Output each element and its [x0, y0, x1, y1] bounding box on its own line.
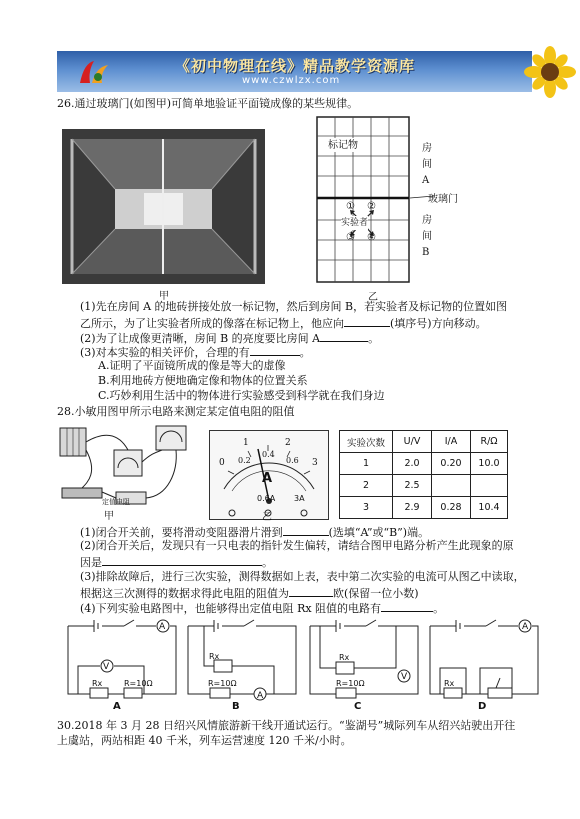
q28-p1: (1)闭合开关前，要将滑动变阻器滑片滑到 (选填“A”或“B”)端。: [80, 526, 430, 539]
table-cell: 2.0: [393, 453, 432, 475]
glass-door-photo: [62, 129, 265, 284]
circuit-d-ammeter-label: A: [522, 622, 529, 632]
meter-scale-0: 0: [219, 458, 225, 468]
table-row: [340, 453, 508, 475]
answer-blank[interactable]: [102, 554, 262, 566]
q28-p3-line2: 根据这三次测得的数据求得此电阻的阻值为 欧(保留一位小数): [80, 587, 419, 600]
grid-label-room-a: 房 间 A: [422, 143, 432, 186]
table-cell: 1: [340, 453, 393, 475]
meter-terminal-06a: 0.6A: [257, 494, 276, 503]
q26-option-b: B.利用地砖方便地确定像和物体的位置关系: [98, 374, 308, 387]
meter-scale-3: 3: [312, 458, 318, 468]
circuit-photo-jia: [58, 422, 204, 522]
grid-circle-3: ③: [346, 232, 355, 243]
q26-p2: (2)为了让成像更清晰，房间 B 的亮度要比房间 A 。: [80, 332, 380, 345]
circuit-c-rx-label: Rx: [339, 653, 350, 662]
circuit-a-rx-label: Rx: [92, 679, 103, 688]
grid-circle-4: ④: [367, 232, 376, 243]
circuit-d-rx-label: Rx: [444, 679, 455, 688]
answer-blank[interactable]: [320, 330, 368, 342]
q30-line1: 30.2018 年 3 月 28 日绍兴风情旅游新干线开通试运行。“鉴湖号”城际列车从绍兴站驶出开往: [57, 719, 516, 732]
meter-inner-0: 0.2: [238, 456, 251, 465]
data-table: [339, 430, 508, 519]
circuit-b-r10-label: R=10Ω: [208, 679, 237, 688]
circuit-a-voltmeter-label: V: [103, 662, 110, 672]
table-cell: 0.28: [432, 497, 471, 519]
meter-inner-2: 0.6: [286, 456, 299, 465]
grid-label-marker: 标记物: [328, 140, 358, 151]
answer-blank[interactable]: [344, 315, 390, 327]
circuit-c-voltmeter-label: V: [401, 672, 408, 682]
circuit-d-label: D: [478, 701, 487, 712]
grid-label-glass-door: 玻璃门: [428, 194, 458, 205]
grid-circle-2: ②: [367, 201, 376, 212]
q28-p2-line1: (2)闭合开关后，发现只有一只电表的指针发生偏转，请结合图甲电路分析产生此现象的原: [80, 539, 514, 552]
fig-jia-caption: 甲: [159, 291, 169, 302]
table-cell: [471, 475, 508, 497]
banner-title: 《初中物理在线》精品教学资源库: [175, 57, 416, 75]
banner-url: www.czwlzx.com: [242, 75, 341, 86]
table-row: [340, 475, 508, 497]
grid-circle-1: ①: [346, 201, 355, 212]
table-cell: 2.5: [393, 475, 432, 497]
meter-scale-2: 2: [285, 438, 291, 448]
table-header: I/A: [432, 431, 471, 453]
meter-terminal-3a: 3A: [294, 494, 305, 503]
answer-blank[interactable]: [283, 524, 329, 536]
table-header: 实验次数: [340, 431, 393, 453]
answer-blank[interactable]: [289, 585, 333, 597]
answer-blank[interactable]: [381, 600, 433, 612]
header-banner: [57, 51, 532, 92]
circuit-a-ammeter-label: A: [159, 622, 166, 632]
grid-center-label: 实验者: [341, 218, 369, 228]
q26-p3: (3)对本实验的相关评价，合理的有 。: [80, 346, 311, 359]
q28-p4: (4)下列实验电路图中，也能够得出定值电阻 Rx 阻值的电路有 。: [80, 602, 445, 615]
table-cell: 10.0: [471, 453, 508, 475]
site-logo-icon: [76, 57, 112, 87]
meter-unit: A: [262, 471, 273, 486]
q28-fig-jia-caption: 甲: [104, 511, 114, 522]
table-cell: 10.4: [471, 497, 508, 519]
table-cell: [432, 475, 471, 497]
q26-p1-line1: (1)先在房间 A 的地砖拼接处放一标记物，然后到房间 B，若实验者及标记物的位置如图: [80, 300, 508, 313]
circuit-b-diagram: [184, 616, 300, 710]
circuit-c-diagram: [306, 616, 422, 710]
circuit-c-label: C: [354, 701, 362, 712]
table-row: [340, 497, 508, 519]
table-cell: 2: [340, 475, 393, 497]
circuit-b-rx-label: Rx: [209, 652, 220, 661]
q28-p2-line2: 因是 。: [80, 556, 273, 569]
answer-blank[interactable]: [250, 344, 300, 356]
table-header-row: [340, 431, 508, 453]
q26-option-c: C.巧妙利用生活中的物体进行实验感受到科学就在我们身边: [98, 389, 385, 402]
q30-line2: 上虞站，两站相距 40 千米，列车运营速度 120 千米/小时。: [57, 734, 352, 747]
q26-intro: 26.通过玻璃门(如图甲)可简单地验证平面镜成像的某些规律。: [57, 97, 359, 110]
q28-intro: 28.小敏用图甲所示电路来测定某定值电阻的阻值: [57, 405, 295, 418]
table-header: R/Ω: [471, 431, 508, 453]
table-cell: 2.9: [393, 497, 432, 519]
table-cell: 3: [340, 497, 393, 519]
sunflower-icon: [520, 46, 580, 98]
table-cell: 0.20: [432, 453, 471, 475]
circuit-a-label: A: [113, 701, 121, 712]
table-header: U/V: [393, 431, 432, 453]
fig-resistor-label: 定值电阻: [102, 498, 130, 506]
circuit-c-r10-label: R=10Ω: [336, 679, 365, 688]
grid-label-room-b: 房 间 B: [422, 215, 432, 258]
circuit-b-label: B: [232, 701, 240, 712]
circuit-b-ammeter-label: A: [257, 691, 264, 701]
circuit-a-r10-label: R=10Ω: [124, 679, 153, 688]
meter-inner-1: 0.4: [262, 450, 275, 459]
meter-scale-1: 1: [243, 438, 249, 448]
q28-p3-line1: (3)排除故障后，进行三次实验，测得数据如上表，表中第二次实验的电流可从图乙中读取，: [80, 570, 525, 583]
q26-p1-line2: 乙所示，为了让实验者所成的像落在标记物上，他应向 (填序号)方向移动。: [80, 317, 487, 330]
fig-yi-caption: 乙: [368, 292, 378, 303]
q28-fig-yi-caption: 乙: [262, 512, 272, 523]
q26-option-a: A.证明了平面镜所成的像是等大的虚像: [98, 359, 286, 372]
